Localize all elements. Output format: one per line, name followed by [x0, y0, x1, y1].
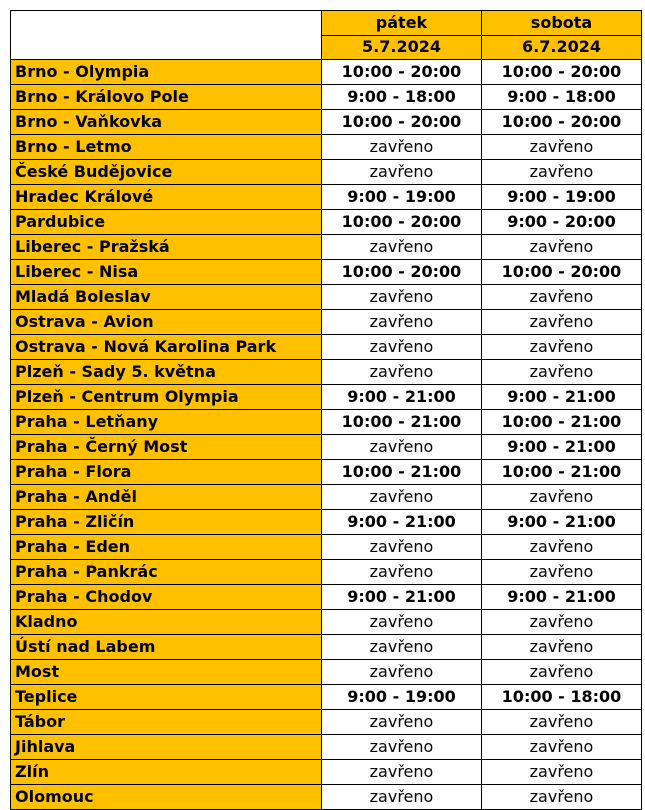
friday-hours-cell: zavřeno	[322, 160, 482, 185]
store-name-cell: Plzeň - Sady 5. května	[11, 360, 322, 385]
friday-hours-cell: 10:00 - 20:00	[322, 260, 482, 285]
saturday-hours-cell: zavřeno	[482, 785, 642, 810]
saturday-hours-cell: 9:00 - 18:00	[482, 85, 642, 110]
friday-hours-cell: zavřeno	[322, 785, 482, 810]
friday-hours-cell: zavřeno	[322, 285, 482, 310]
opening-hours-sheet	[10, 10, 642, 810]
store-name-cell: Praha - Pankrác	[11, 560, 322, 585]
table-row	[11, 85, 642, 110]
saturday-hours-cell: 9:00 - 21:00	[482, 510, 642, 535]
table-row	[11, 410, 642, 435]
table-row	[11, 385, 642, 410]
table-row	[11, 185, 642, 210]
store-name-cell: Brno - Vaňkovka	[11, 110, 322, 135]
friday-hours-cell: 9:00 - 19:00	[322, 185, 482, 210]
header-corner-cell	[11, 11, 322, 60]
saturday-hours-cell: zavřeno	[482, 535, 642, 560]
header-date-saturday: 6.7.2024	[482, 35, 642, 60]
friday-hours-cell: 10:00 - 20:00	[322, 110, 482, 135]
store-name-cell: Praha - Flora	[11, 460, 322, 485]
store-name-cell: Olomouc	[11, 785, 322, 810]
table-row	[11, 360, 642, 385]
store-name-cell: Ostrava - Nová Karolina Park	[11, 335, 322, 360]
saturday-hours-cell: 9:00 - 19:00	[482, 185, 642, 210]
friday-hours-cell: zavřeno	[322, 610, 482, 635]
saturday-hours-cell: zavřeno	[482, 135, 642, 160]
saturday-hours-cell: 10:00 - 21:00	[482, 410, 642, 435]
store-name-cell: České Budějovice	[11, 160, 322, 185]
store-name-cell: Praha - Zličín	[11, 510, 322, 535]
table-row	[11, 60, 642, 85]
friday-hours-cell: zavřeno	[322, 635, 482, 660]
table-row	[11, 135, 642, 160]
saturday-hours-cell: zavřeno	[482, 735, 642, 760]
header-day-saturday: sobota	[482, 11, 642, 36]
store-name-cell: Teplice	[11, 685, 322, 710]
table-row	[11, 535, 642, 560]
store-name-cell: Tábor	[11, 710, 322, 735]
friday-hours-cell: 9:00 - 18:00	[322, 85, 482, 110]
header-date-friday: 5.7.2024	[322, 35, 482, 60]
store-name-cell: Zlín	[11, 760, 322, 785]
saturday-hours-cell: zavřeno	[482, 285, 642, 310]
table-row	[11, 635, 642, 660]
friday-hours-cell: zavřeno	[322, 735, 482, 760]
friday-hours-cell: zavřeno	[322, 310, 482, 335]
store-name-cell: Brno - Olympia	[11, 60, 322, 85]
saturday-hours-cell: zavřeno	[482, 760, 642, 785]
table-row	[11, 710, 642, 735]
store-name-cell: Liberec - Pražská	[11, 235, 322, 260]
saturday-hours-cell: zavřeno	[482, 610, 642, 635]
saturday-hours-cell: zavřeno	[482, 310, 642, 335]
friday-hours-cell: zavřeno	[322, 135, 482, 160]
table-row	[11, 435, 642, 460]
store-name-cell: Jihlava	[11, 735, 322, 760]
table-row	[11, 335, 642, 360]
opening-hours-table	[10, 10, 642, 810]
friday-hours-cell: 9:00 - 21:00	[322, 385, 482, 410]
friday-hours-cell: 9:00 - 19:00	[322, 685, 482, 710]
saturday-hours-cell: zavřeno	[482, 235, 642, 260]
saturday-hours-cell: 9:00 - 21:00	[482, 385, 642, 410]
friday-hours-cell: zavřeno	[322, 760, 482, 785]
table-row	[11, 685, 642, 710]
table-row	[11, 285, 642, 310]
table-row	[11, 760, 642, 785]
store-name-cell: Praha - Černý Most	[11, 435, 322, 460]
friday-hours-cell: zavřeno	[322, 435, 482, 460]
saturday-hours-cell: zavřeno	[482, 560, 642, 585]
store-name-cell: Most	[11, 660, 322, 685]
store-name-cell: Plzeň - Centrum Olympia	[11, 385, 322, 410]
friday-hours-cell: zavřeno	[322, 360, 482, 385]
table-row	[11, 310, 642, 335]
table-row	[11, 785, 642, 810]
saturday-hours-cell: zavřeno	[482, 485, 642, 510]
saturday-hours-cell: 10:00 - 18:00	[482, 685, 642, 710]
store-name-cell: Kladno	[11, 610, 322, 635]
store-name-cell: Pardubice	[11, 210, 322, 235]
table-row	[11, 110, 642, 135]
table-row	[11, 160, 642, 185]
table-row	[11, 235, 642, 260]
table-row	[11, 560, 642, 585]
table-row	[11, 660, 642, 685]
store-name-cell: Praha - Eden	[11, 535, 322, 560]
friday-hours-cell: zavřeno	[322, 335, 482, 360]
saturday-hours-cell: 10:00 - 20:00	[482, 110, 642, 135]
saturday-hours-cell: zavřeno	[482, 335, 642, 360]
saturday-hours-cell: zavřeno	[482, 660, 642, 685]
friday-hours-cell: zavřeno	[322, 710, 482, 735]
store-name-cell: Praha - Chodov	[11, 585, 322, 610]
header-day-friday: pátek	[322, 11, 482, 36]
friday-hours-cell: zavřeno	[322, 660, 482, 685]
saturday-hours-cell: 9:00 - 20:00	[482, 210, 642, 235]
friday-hours-cell: 9:00 - 21:00	[322, 585, 482, 610]
table-row	[11, 585, 642, 610]
saturday-hours-cell: 10:00 - 20:00	[482, 60, 642, 85]
saturday-hours-cell: zavřeno	[482, 360, 642, 385]
friday-hours-cell: zavřeno	[322, 235, 482, 260]
store-name-cell: Ostrava - Avion	[11, 310, 322, 335]
store-name-cell: Brno - Královo Pole	[11, 85, 322, 110]
saturday-hours-cell: 10:00 - 21:00	[482, 460, 642, 485]
friday-hours-cell: 10:00 - 20:00	[322, 210, 482, 235]
header-row-days	[11, 11, 642, 36]
table-row	[11, 460, 642, 485]
store-name-cell: Praha - Anděl	[11, 485, 322, 510]
table-row	[11, 210, 642, 235]
friday-hours-cell: 10:00 - 20:00	[322, 60, 482, 85]
friday-hours-cell: zavřeno	[322, 485, 482, 510]
friday-hours-cell: 10:00 - 21:00	[322, 460, 482, 485]
table-row	[11, 485, 642, 510]
store-name-cell: Liberec - Nisa	[11, 260, 322, 285]
table-row	[11, 510, 642, 535]
store-name-cell: Praha - Letňany	[11, 410, 322, 435]
saturday-hours-cell: zavřeno	[482, 710, 642, 735]
saturday-hours-cell: 10:00 - 20:00	[482, 260, 642, 285]
saturday-hours-cell: zavřeno	[482, 635, 642, 660]
table-row	[11, 735, 642, 760]
saturday-hours-cell: zavřeno	[482, 160, 642, 185]
friday-hours-cell: 9:00 - 21:00	[322, 510, 482, 535]
friday-hours-cell: 10:00 - 21:00	[322, 410, 482, 435]
store-name-cell: Brno - Letmo	[11, 135, 322, 160]
table-row	[11, 610, 642, 635]
friday-hours-cell: zavřeno	[322, 560, 482, 585]
friday-hours-cell: zavřeno	[322, 535, 482, 560]
table-row	[11, 260, 642, 285]
store-name-cell: Mladá Boleslav	[11, 285, 322, 310]
store-name-cell: Hradec Králové	[11, 185, 322, 210]
saturday-hours-cell: 9:00 - 21:00	[482, 435, 642, 460]
store-name-cell: Ústí nad Labem	[11, 635, 322, 660]
saturday-hours-cell: 9:00 - 21:00	[482, 585, 642, 610]
